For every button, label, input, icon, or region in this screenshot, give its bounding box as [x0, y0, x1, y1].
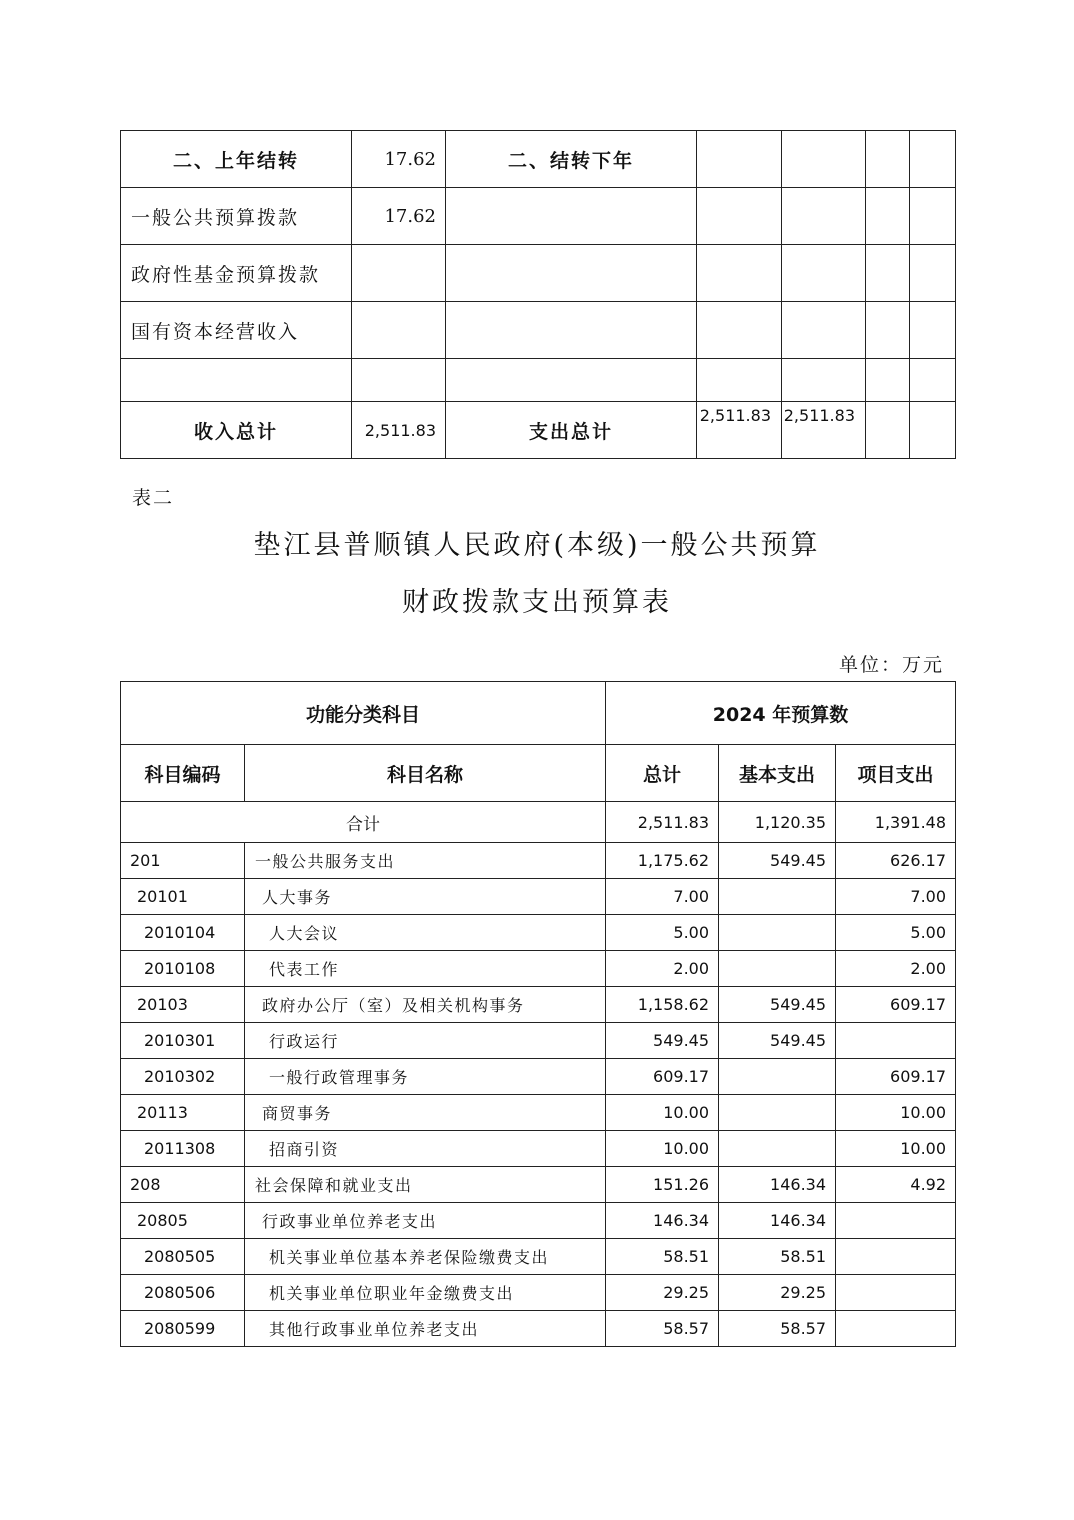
table-cell — [866, 131, 910, 188]
subject-name: 行政运行 — [245, 1023, 606, 1059]
table-cell — [910, 402, 956, 459]
basic-cell: 146.34 — [719, 1167, 836, 1203]
column-header-name: 科目名称 — [245, 745, 606, 802]
table-header-row — [121, 682, 956, 745]
basic-cell: 58.57 — [719, 1311, 836, 1347]
table-cell — [697, 188, 782, 245]
table-cell — [910, 302, 956, 359]
table-cell — [910, 131, 956, 188]
total-cell: 58.57 — [606, 1311, 719, 1347]
basic-cell: 58.51 — [719, 1239, 836, 1275]
total-cell: 151.26 — [606, 1167, 719, 1203]
basic-cell — [719, 1095, 836, 1131]
table-cell — [866, 359, 910, 402]
table-cell — [697, 131, 782, 188]
table-cell — [446, 359, 697, 402]
budget-expenditure-table — [120, 681, 956, 1347]
general-budget-appropriation-label: 一般公共预算拨款 — [121, 188, 352, 245]
subject-code: 20103 — [121, 987, 245, 1023]
project-cell: 7.00 — [836, 879, 956, 915]
project-cell: 4.92 — [836, 1167, 956, 1203]
column-header-code: 科目编码 — [121, 745, 245, 802]
subject-name: 其他行政事业单位养老支出 — [245, 1311, 606, 1347]
table-row — [121, 131, 956, 188]
subject-code: 20113 — [121, 1095, 245, 1131]
column-header-total: 总计 — [606, 745, 719, 802]
basic-total-value: 1,120.35 — [719, 802, 836, 843]
income-expense-summary-table — [120, 130, 956, 459]
project-cell: 10.00 — [836, 1131, 956, 1167]
total-cell: 10.00 — [606, 1095, 719, 1131]
basic-cell: 29.25 — [719, 1275, 836, 1311]
basic-cell — [719, 915, 836, 951]
table-cell — [866, 302, 910, 359]
header-category: 功能分类科目 — [121, 682, 606, 745]
table-cell — [697, 359, 782, 402]
table-cell — [782, 302, 866, 359]
header-year: 2024 年预算数 — [606, 682, 956, 745]
subject-name: 人大会议 — [245, 915, 606, 951]
table-cell — [352, 359, 446, 402]
subject-code: 201 — [121, 843, 245, 879]
project-cell: 5.00 — [836, 915, 956, 951]
subject-name: 商贸事务 — [245, 1095, 606, 1131]
expense-total-value-2: 2,511.83 — [782, 402, 866, 459]
table-row — [121, 359, 956, 402]
table-cell — [352, 302, 446, 359]
table-row — [121, 245, 956, 302]
table-cell — [446, 302, 697, 359]
subject-code: 20101 — [121, 879, 245, 915]
project-total-value: 1,391.48 — [836, 802, 956, 843]
table-row — [121, 915, 956, 951]
subject-name: 机关事业单位职业年金缴费支出 — [245, 1275, 606, 1311]
carryover-last-year-value: 17.62 — [352, 131, 446, 188]
table-header-row — [121, 745, 956, 802]
table-row — [121, 951, 956, 987]
table-cell — [782, 188, 866, 245]
project-cell — [836, 1239, 956, 1275]
state-capital-income-label: 国有资本经营收入 — [121, 302, 352, 359]
project-cell — [836, 1311, 956, 1347]
subject-code: 2010302 — [121, 1059, 245, 1095]
table-cell — [446, 188, 697, 245]
basic-cell: 146.34 — [719, 1203, 836, 1239]
table-row — [121, 188, 956, 245]
total-cell: 1,158.62 — [606, 987, 719, 1023]
table-row — [121, 987, 956, 1023]
expense-total-label: 支出总计 — [446, 402, 697, 459]
table-row — [121, 1167, 956, 1203]
subject-name: 政府办公厅（室）及相关机构事务 — [245, 987, 606, 1023]
table-cell — [697, 302, 782, 359]
subject-name: 一般行政管理事务 — [245, 1059, 606, 1095]
table-row — [121, 843, 956, 879]
subject-code: 2080599 — [121, 1311, 245, 1347]
subject-name: 人大事务 — [245, 879, 606, 915]
unit-label: 单位：万元 — [838, 654, 944, 676]
page-title: 垫江县普顺镇人民政府(本级)一般公共预算 — [253, 530, 821, 561]
basic-cell: 549.45 — [719, 843, 836, 879]
total-cell: 1,175.62 — [606, 843, 719, 879]
subject-code: 2010301 — [121, 1023, 245, 1059]
table-cell — [697, 245, 782, 302]
subject-name: 机关事业单位基本养老保险缴费支出 — [245, 1239, 606, 1275]
project-cell: 609.17 — [836, 1059, 956, 1095]
project-cell: 626.17 — [836, 843, 956, 879]
expense-total-value: 2,511.83 — [697, 402, 782, 459]
total-cell: 609.17 — [606, 1059, 719, 1095]
total-cell: 5.00 — [606, 915, 719, 951]
column-header-project: 项目支出 — [836, 745, 956, 802]
total-cell: 10.00 — [606, 1131, 719, 1167]
subject-code: 20805 — [121, 1203, 245, 1239]
table-cell — [866, 188, 910, 245]
subject-name: 行政事业单位养老支出 — [245, 1203, 606, 1239]
table-row — [121, 1095, 956, 1131]
income-total-label: 收入总计 — [121, 402, 352, 459]
table-cell — [121, 359, 352, 402]
subject-name: 一般公共服务支出 — [245, 843, 606, 879]
table-row — [121, 1275, 956, 1311]
subject-name: 代表工作 — [245, 951, 606, 987]
government-fund-appropriation-label: 政府性基金预算拨款 — [121, 245, 352, 302]
total-cell: 2.00 — [606, 951, 719, 987]
table-row — [121, 402, 956, 459]
table-row — [121, 1239, 956, 1275]
table-cell — [352, 245, 446, 302]
project-cell: 609.17 — [836, 987, 956, 1023]
basic-cell: 549.45 — [719, 987, 836, 1023]
subject-code: 208 — [121, 1167, 245, 1203]
table-row — [121, 1203, 956, 1239]
page-subtitle: 财政拨款支出预算表 — [402, 587, 672, 618]
basic-cell — [719, 1131, 836, 1167]
total-row — [121, 802, 956, 843]
table-cell — [910, 359, 956, 402]
total-label: 合计 — [121, 802, 606, 843]
table-row — [121, 1311, 956, 1347]
table-cell — [782, 359, 866, 402]
subject-code: 2011308 — [121, 1131, 245, 1167]
project-cell — [836, 1203, 956, 1239]
subject-code: 2010104 — [121, 915, 245, 951]
basic-cell — [719, 879, 836, 915]
table-cell — [782, 131, 866, 188]
column-header-basic: 基本支出 — [719, 745, 836, 802]
table-cell — [910, 188, 956, 245]
table-row — [121, 879, 956, 915]
subject-code: 2080506 — [121, 1275, 245, 1311]
general-budget-appropriation-value: 17.62 — [352, 188, 446, 245]
basic-cell — [719, 951, 836, 987]
subject-name: 社会保障和就业支出 — [245, 1167, 606, 1203]
table-row — [121, 1059, 956, 1095]
carryover-last-year-label: 二、上年结转 — [121, 131, 352, 188]
subject-code: 2080505 — [121, 1239, 245, 1275]
project-cell — [836, 1023, 956, 1059]
table-cell — [866, 402, 910, 459]
subject-name: 招商引资 — [245, 1131, 606, 1167]
table-row — [121, 1023, 956, 1059]
subject-code: 2010108 — [121, 951, 245, 987]
total-value: 2,511.83 — [606, 802, 719, 843]
total-cell: 58.51 — [606, 1239, 719, 1275]
table-cell — [910, 245, 956, 302]
total-cell: 549.45 — [606, 1023, 719, 1059]
total-cell: 146.34 — [606, 1203, 719, 1239]
project-cell: 10.00 — [836, 1095, 956, 1131]
table-row — [121, 1131, 956, 1167]
table-number-label: 表二 — [132, 487, 175, 509]
table-cell — [446, 245, 697, 302]
table-cell — [782, 245, 866, 302]
total-cell: 29.25 — [606, 1275, 719, 1311]
basic-cell: 549.45 — [719, 1023, 836, 1059]
income-total-value: 2,511.83 — [352, 402, 446, 459]
table-row — [121, 302, 956, 359]
carryover-next-year-label: 二、结转下年 — [446, 131, 697, 188]
table-cell — [866, 245, 910, 302]
total-cell: 7.00 — [606, 879, 719, 915]
basic-cell — [719, 1059, 836, 1095]
project-cell: 2.00 — [836, 951, 956, 987]
project-cell — [836, 1275, 956, 1311]
